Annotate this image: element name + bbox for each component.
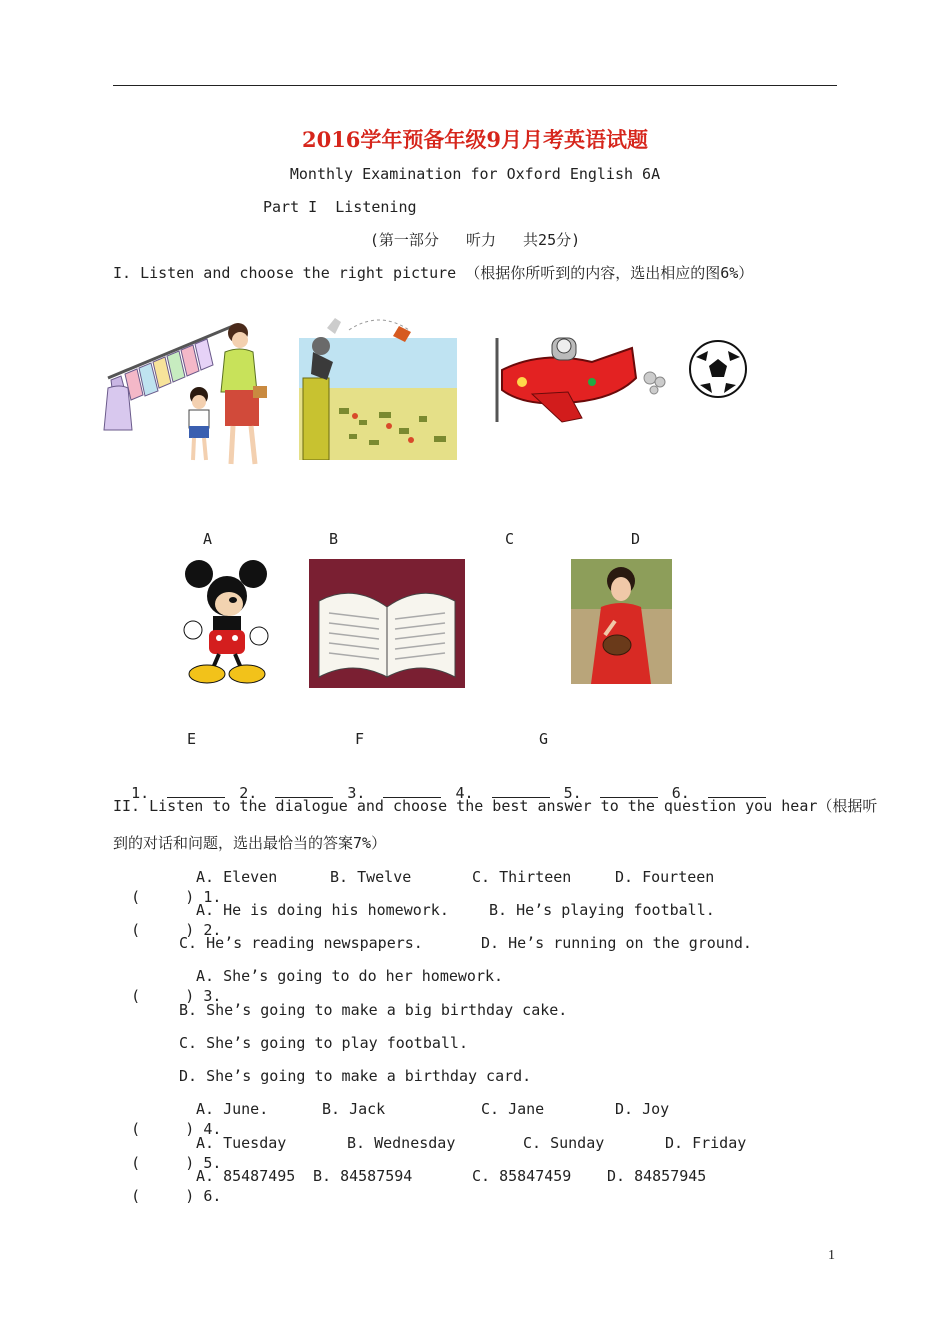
- option-1b: B. Twelve: [330, 868, 412, 886]
- picture-label-f: F: [355, 730, 365, 748]
- picture-label-d: D: [631, 530, 641, 548]
- exam-title: 2016学年预备年级9月月考英语试题: [301, 127, 649, 152]
- option-1a: A. Eleven: [196, 868, 278, 886]
- option-2d: D. He’s running on the ground.: [481, 934, 752, 952]
- option-5a: A. Tuesday: [196, 1134, 287, 1152]
- option-6c: C. 85847459: [472, 1167, 572, 1185]
- question-number: 5.: [203, 1154, 222, 1172]
- header-rule: [113, 85, 837, 86]
- answer-number: 1.: [131, 784, 150, 802]
- answer-bracket[interactable]: ( ): [131, 888, 195, 906]
- part-heading: Part I Listening: [263, 198, 417, 216]
- option-4b: B. Jack: [322, 1100, 386, 1118]
- mickey-mouse-picture: [183, 558, 271, 686]
- option-1c: C. Thirteen: [472, 868, 572, 886]
- answer-number: 4.: [455, 784, 474, 802]
- option-6b: B. 84587594: [313, 1167, 413, 1185]
- option-3c: C. She’s going to play football.: [179, 1034, 468, 1052]
- picture-label-b: B: [329, 530, 339, 548]
- question-number: 1.: [203, 888, 222, 906]
- answer-bracket[interactable]: ( ): [131, 1154, 195, 1172]
- question-number: 6.: [203, 1187, 222, 1205]
- exam-subtitle: Monthly Examination for Oxford English 6A: [289, 165, 661, 183]
- open-book-picture: [309, 559, 465, 688]
- section2-instruction-line1: II. Listen to the dialogue and choose the best answer to the question you hear（根据听: [113, 797, 878, 815]
- section2-instruction-line2: 到的对话和问题，选出最恰当的答案7%）: [113, 834, 387, 852]
- football-picture: [688, 339, 748, 399]
- option-2a: A. He is doing his homework.: [196, 901, 449, 919]
- girl-in-red-dress-photo: [571, 559, 672, 684]
- picture-label-g: G: [539, 730, 549, 748]
- picture-label-c: C: [505, 530, 515, 548]
- question-number: 2.: [203, 921, 222, 939]
- option-5c: C. Sunday: [523, 1134, 605, 1152]
- option-6d: D. 84857945: [607, 1167, 707, 1185]
- answer-bracket[interactable]: ( ): [131, 921, 195, 939]
- option-1d: D. Fourteen: [615, 868, 715, 886]
- option-5d: D. Friday: [665, 1134, 747, 1152]
- option-3d: D. She’s going to make a birthday card.: [179, 1067, 532, 1085]
- option-3a: A. She’s going to do her homework.: [196, 967, 504, 985]
- answer-bracket[interactable]: ( ): [131, 1187, 195, 1205]
- question-number: 4.: [203, 1120, 222, 1138]
- option-4a: A. June.: [196, 1100, 269, 1118]
- airplane-picture: [492, 330, 672, 440]
- answer-number: 5.: [563, 784, 582, 802]
- part-score: (第一部分 听力 共25分): [369, 231, 581, 249]
- picture-label-e: E: [187, 730, 197, 748]
- option-5b: B. Wednesday: [347, 1134, 456, 1152]
- question-number: 3.: [203, 987, 222, 1005]
- littering-picture: [299, 308, 457, 460]
- picture-label-a: A: [203, 530, 213, 548]
- option-4c: C. Jane: [481, 1100, 545, 1118]
- answer-bracket[interactable]: ( ): [131, 987, 195, 1005]
- option-6a: A. 85487495: [196, 1167, 296, 1185]
- answer-number: 3.: [347, 784, 366, 802]
- answer-number: 2.: [239, 784, 258, 802]
- option-2b: B. He’s playing football.: [489, 901, 715, 919]
- option-4d: D. Joy: [615, 1100, 670, 1118]
- section1-instruction: I. Listen and choose the right picture （根据你所听到的内容，选出相应的图6%）: [113, 264, 754, 282]
- option-2c: C. He’s reading newspapers.: [179, 934, 423, 952]
- answer-bracket[interactable]: ( ): [131, 1120, 195, 1138]
- clothes-shopping-picture: [103, 318, 283, 468]
- option-3b: B. She’s going to make a big birthday cake.: [179, 1001, 568, 1019]
- answer-number: 6.: [671, 784, 690, 802]
- page-number: 1: [828, 1248, 835, 1263]
